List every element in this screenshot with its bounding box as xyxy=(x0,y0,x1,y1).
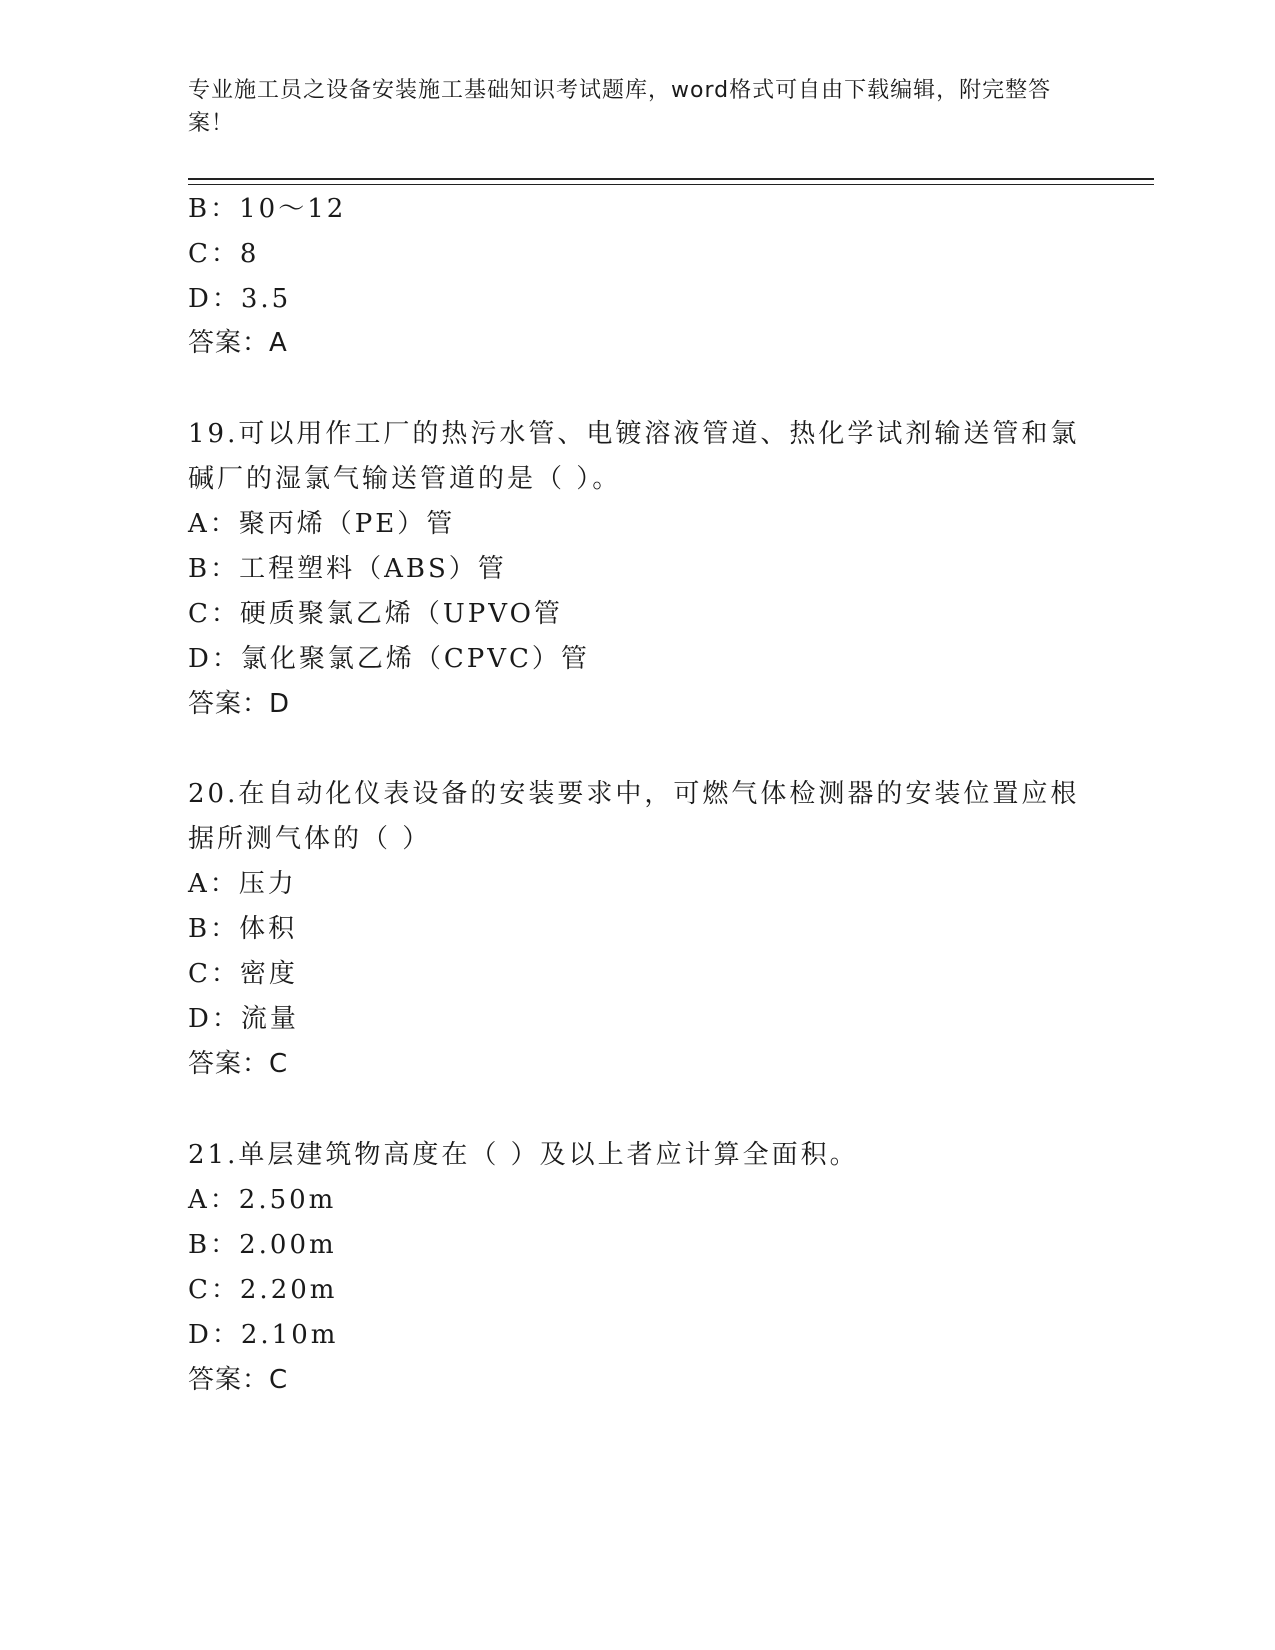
q20-option-b: B：体积 xyxy=(188,914,298,944)
q19-answer: 答案：D xyxy=(188,689,291,719)
header-rule-thin xyxy=(188,184,1154,185)
q20-stem-line2: 据所测气体的（ ） xyxy=(188,824,432,854)
q19-stem-line2: 碱厂的湿氯气输送管道的是（ ）。 xyxy=(188,464,622,494)
q19-option-d: D：氯化聚氯乙烯（CPVC）管 xyxy=(188,644,590,674)
q20-answer: 答案：C xyxy=(188,1049,289,1079)
q18-option-c: C：8 xyxy=(188,239,260,269)
q20-stem-line1: 20.在自动化仪表设备的安装要求中，可燃气体检测器的安装位置应根 xyxy=(188,779,1080,809)
q20-option-a: A：压力 xyxy=(188,869,297,899)
q21-option-a: A：2.50m xyxy=(188,1185,337,1215)
q18-option-b: B：10～12 xyxy=(188,194,347,224)
document-header: 专业施工员之设备安装施工基础知识考试题库，word格式可自由下载编辑，附完整答案！ xyxy=(188,78,1052,136)
q20-option-c: C：密度 xyxy=(188,959,298,989)
q18-answer: 答案：A xyxy=(188,328,288,358)
q18-option-d: D：3.5 xyxy=(188,284,292,314)
header-rule-thick xyxy=(188,178,1154,180)
q21-answer: 答案：C xyxy=(188,1365,289,1395)
q21-option-b: B：2.00m xyxy=(188,1230,337,1260)
q19-option-a: A：聚丙烯（PE）管 xyxy=(188,509,456,539)
q19-stem-line1: 19.可以用作工厂的热污水管、电镀溶液管道、热化学试剂输送管和氯 xyxy=(188,419,1080,449)
q19-option-b: B：工程塑料（ABS）管 xyxy=(188,554,507,584)
q19-option-c: C：硬质聚氯乙烯（UPVO管 xyxy=(188,599,563,629)
q21-option-c: C：2.20m xyxy=(188,1275,338,1305)
q21-option-d: D：2.10m xyxy=(188,1320,339,1350)
q21-stem-line1: 21.单层建筑物高度在（ ）及以上者应计算全面积。 xyxy=(188,1140,859,1170)
q20-option-d: D：流量 xyxy=(188,1004,299,1034)
